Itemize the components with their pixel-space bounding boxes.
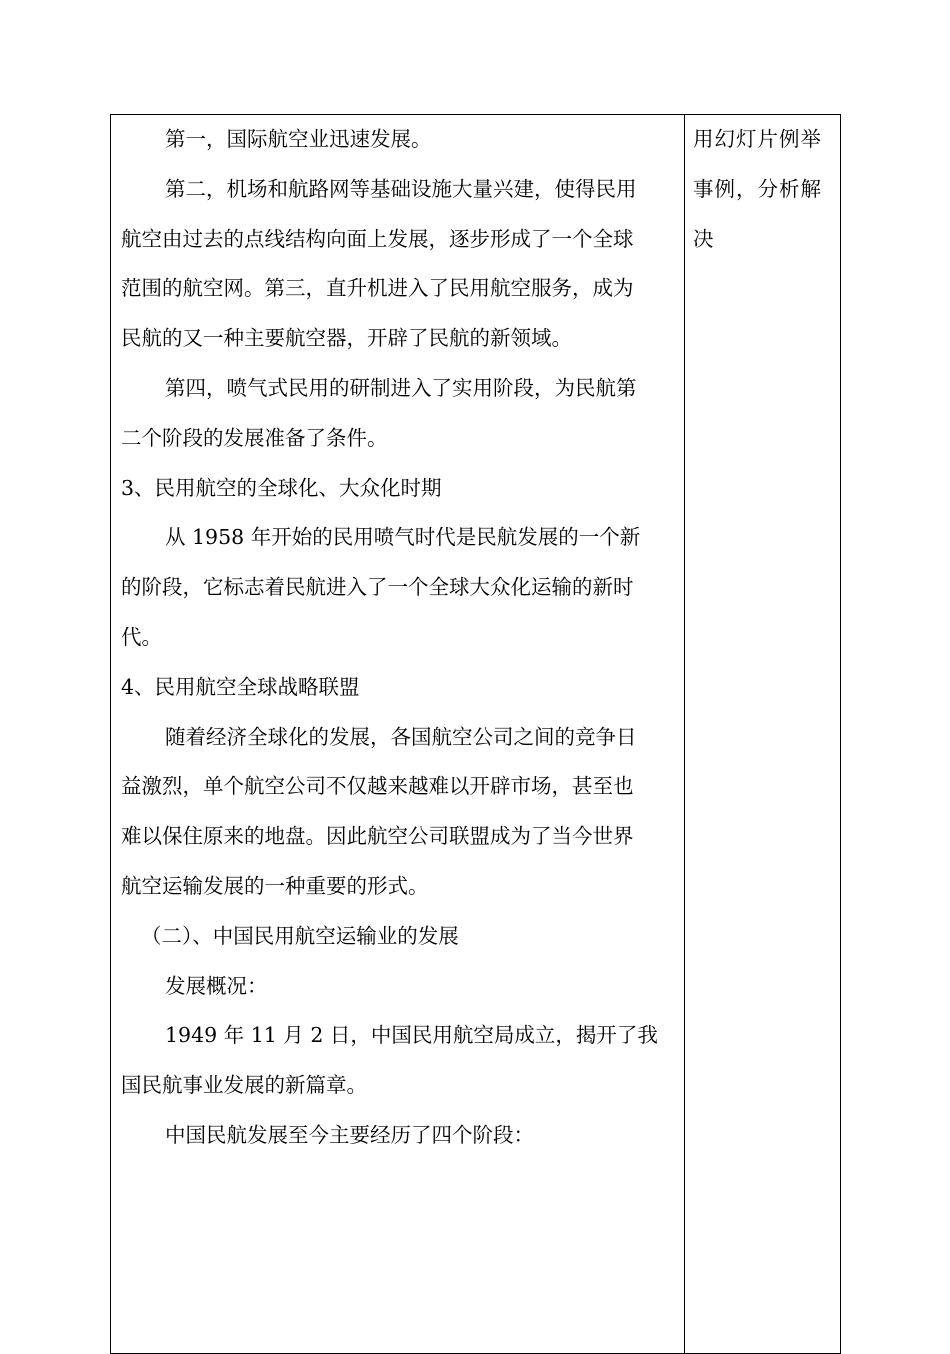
paragraph-line: 1949 年 11 月 2 日，中国民用航空局成立，揭开了我 bbox=[165, 1023, 658, 1048]
paragraph-line: 从 1958 年开始的民用喷气时代是民航发展的一个新 bbox=[165, 525, 641, 550]
paragraph-line: 航空由过去的点线结构向面上发展，逐步形成了一个全球 bbox=[121, 226, 634, 251]
paragraph-line: 第一，国际航空业迅速发展。 bbox=[165, 127, 432, 151]
paragraph-line: 益激烈，单个航空公司不仅越来越难以开辟市场，甚至也 bbox=[121, 774, 634, 799]
paragraph-line: 随着经济全球化的发展，各国航空公司之间的竞争日 bbox=[165, 724, 637, 749]
paragraph-line: 二个阶段的发展准备了条件。 bbox=[121, 425, 388, 450]
teaching-note: 用幻灯片例举事例，分析解决 bbox=[693, 127, 822, 251]
paragraph-line: 国民航事业发展的新篇章。 bbox=[121, 1073, 367, 1098]
teaching-method-column bbox=[685, 115, 840, 1353]
paragraph-line: 发展概况： bbox=[165, 973, 268, 998]
paragraph-line: 范围的航空网。第三，直升机进入了民用航空服务，成为 bbox=[121, 276, 634, 301]
lesson-table bbox=[110, 114, 841, 1354]
paragraph-line: 代。 bbox=[121, 624, 162, 649]
paragraph-line: 第二，机场和航路网等基础设施大量兴建，使得民用 bbox=[165, 176, 637, 201]
section-heading: 4、民用航空全球战略联盟 bbox=[121, 674, 360, 699]
paragraph-line: 的阶段，它标志着民航进入了一个全球大众化运输的新时 bbox=[121, 575, 634, 600]
section-heading: （二）、中国民用航空运输业的发展 bbox=[141, 923, 459, 948]
paragraph-line: 难以保住原来的地盘。因此航空公司联盟成为了当今世界 bbox=[121, 824, 634, 849]
paragraph-line: 中国民航发展至今主要经历了四个阶段： bbox=[165, 1122, 534, 1147]
paragraph-line: 航空运输发展的一种重要的形式。 bbox=[121, 873, 429, 898]
section-heading: 3、民用航空的全球化、大众化时期 bbox=[121, 475, 442, 500]
paragraph-line: 第四，喷气式民用的研制进入了实用阶段，为民航第 bbox=[165, 375, 637, 400]
content-column bbox=[111, 115, 685, 1353]
paragraph-line: 民航的又一种主要航空器，开辟了民航的新领域。 bbox=[121, 326, 572, 351]
